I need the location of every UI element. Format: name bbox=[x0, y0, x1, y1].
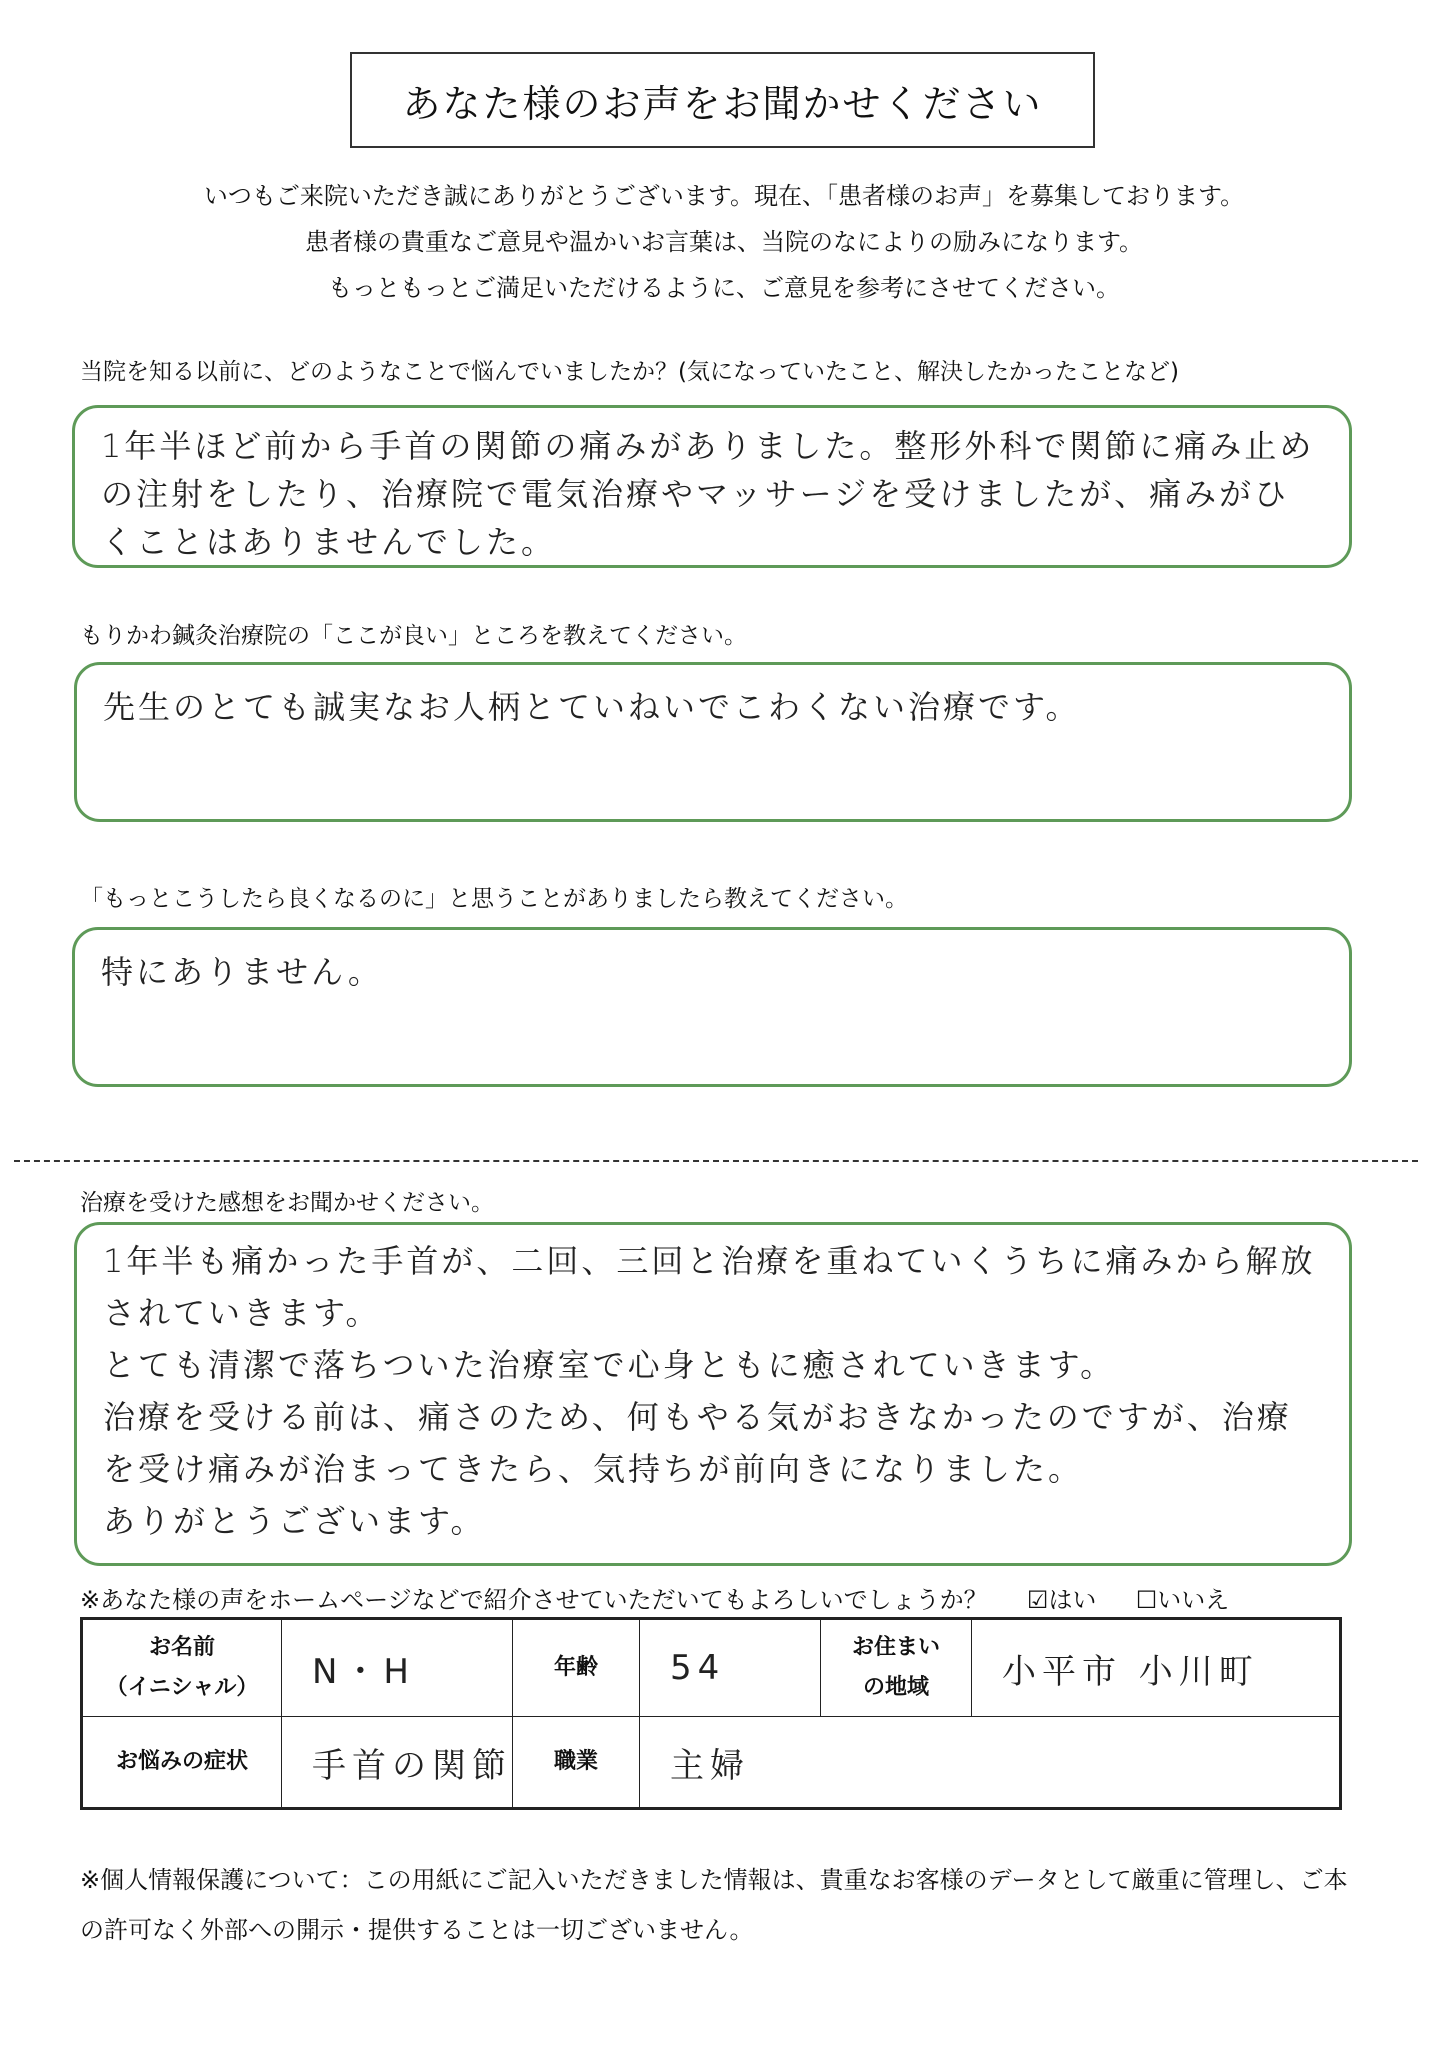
name-label-sub: （イニシャル） bbox=[105, 1675, 259, 1700]
answer-2-box[interactable] bbox=[74, 662, 1352, 822]
area-label-cell bbox=[821, 1619, 972, 1717]
answer-4-line-2: とても清潔で落ちついた治療室で心身ともに癒されていきます。 bbox=[103, 1346, 1116, 1384]
consent-row bbox=[80, 1580, 1229, 1615]
name-label: お名前 bbox=[148, 1635, 215, 1660]
answer-2-text: 先生のとても誠実なお人柄とていねいでこわくない治療です。 bbox=[103, 688, 1081, 726]
job-value[interactable]: 主婦 bbox=[640, 1717, 1341, 1809]
consent-no-checkbox[interactable]: ☐ bbox=[1135, 1586, 1158, 1614]
consent-question: ※あなた様の声をホームページなどで紹介させていただいてもよろしいでしょうか？ bbox=[80, 1586, 988, 1614]
answer-4-line-4: ありがとうございます。 bbox=[103, 1502, 486, 1540]
question-1-label: 当院を知る以前に、どのようなことで悩んでいましたか？(気になっていたこと、解決したかったことなど) bbox=[80, 359, 1179, 385]
privacy-notice: ※個人情報保護について：この用紙にご記入いただきました情報は、貴重なお客様のデータとして厳重に管理し、ご本の許可なく外部への開示・提供することは一切ございません。 bbox=[80, 1866, 1348, 1944]
age-value[interactable]: 54 bbox=[640, 1619, 821, 1717]
area-label-sub: の地域 bbox=[862, 1675, 929, 1700]
consent-no-label: いいえ bbox=[1157, 1586, 1230, 1614]
age-label: 年齢 bbox=[513, 1619, 640, 1717]
form-title: あなた様のお声をお聞かせください bbox=[350, 52, 1095, 148]
answer-3-text: 特にありません。 bbox=[101, 953, 383, 991]
area-label: お住まい bbox=[851, 1635, 940, 1660]
name-label-cell bbox=[82, 1619, 282, 1717]
answer-3-box[interactable] bbox=[72, 927, 1352, 1087]
question-4-label: 治療を受けた感想をお聞かせください。 bbox=[80, 1190, 494, 1216]
intro-line-1: いつもご来院いただき誠にありがとうございます。現在、「患者様のお声」を募集しております。 bbox=[203, 182, 1245, 210]
answer-4-box[interactable] bbox=[74, 1222, 1352, 1566]
section-divider bbox=[14, 1160, 1418, 1162]
consent-yes-label: はい bbox=[1048, 1586, 1097, 1614]
question-2-label: もりかわ鍼灸治療院の「ここが良い」ところを教えてください。 bbox=[80, 623, 747, 649]
answer-4-line-3: 治療を受ける前は、痛さのため、何もやる気がおきなかったのですが、治療を受け痛みが治まってきたら、気持ちが前向きになりました。 bbox=[103, 1398, 1292, 1488]
symptom-label: お悩みの症状 bbox=[82, 1717, 282, 1809]
answer-4-line-1: 1年半も痛かった手首が、二回、三回と治療を重ねていくうちに痛みから解放されていきます。 bbox=[103, 1242, 1316, 1332]
area-value[interactable]: 小平市 小川町 bbox=[972, 1619, 1341, 1717]
intro-line-3: もっともっとご満足いただけるように、ご意見を参考にさせてください。 bbox=[328, 274, 1120, 302]
answer-1-box[interactable] bbox=[72, 405, 1352, 568]
intro-line-2: 患者様の貴重なご意見や温かいお言葉は、当院のなによりの励みになります。 bbox=[304, 228, 1144, 256]
answer-1-text: 1年半ほど前から手首の関節の痛みがありました。整形外科で関節に痛み止めの注射をしたり、治療院で電気治療やマッサージを受けましたが、痛みがひくことはありませんでした。 bbox=[101, 427, 1315, 561]
consent-yes-checkbox[interactable]: ☑ bbox=[1026, 1586, 1049, 1614]
symptom-value[interactable]: 手首の関節 bbox=[282, 1717, 513, 1809]
question-3-label: 「もっとこうしたら良くなるのに」と思うことがありましたら教えてください。 bbox=[80, 886, 908, 912]
job-label: 職業 bbox=[513, 1717, 640, 1809]
info-table bbox=[80, 1617, 1342, 1810]
name-value[interactable]: N・H bbox=[282, 1619, 513, 1717]
